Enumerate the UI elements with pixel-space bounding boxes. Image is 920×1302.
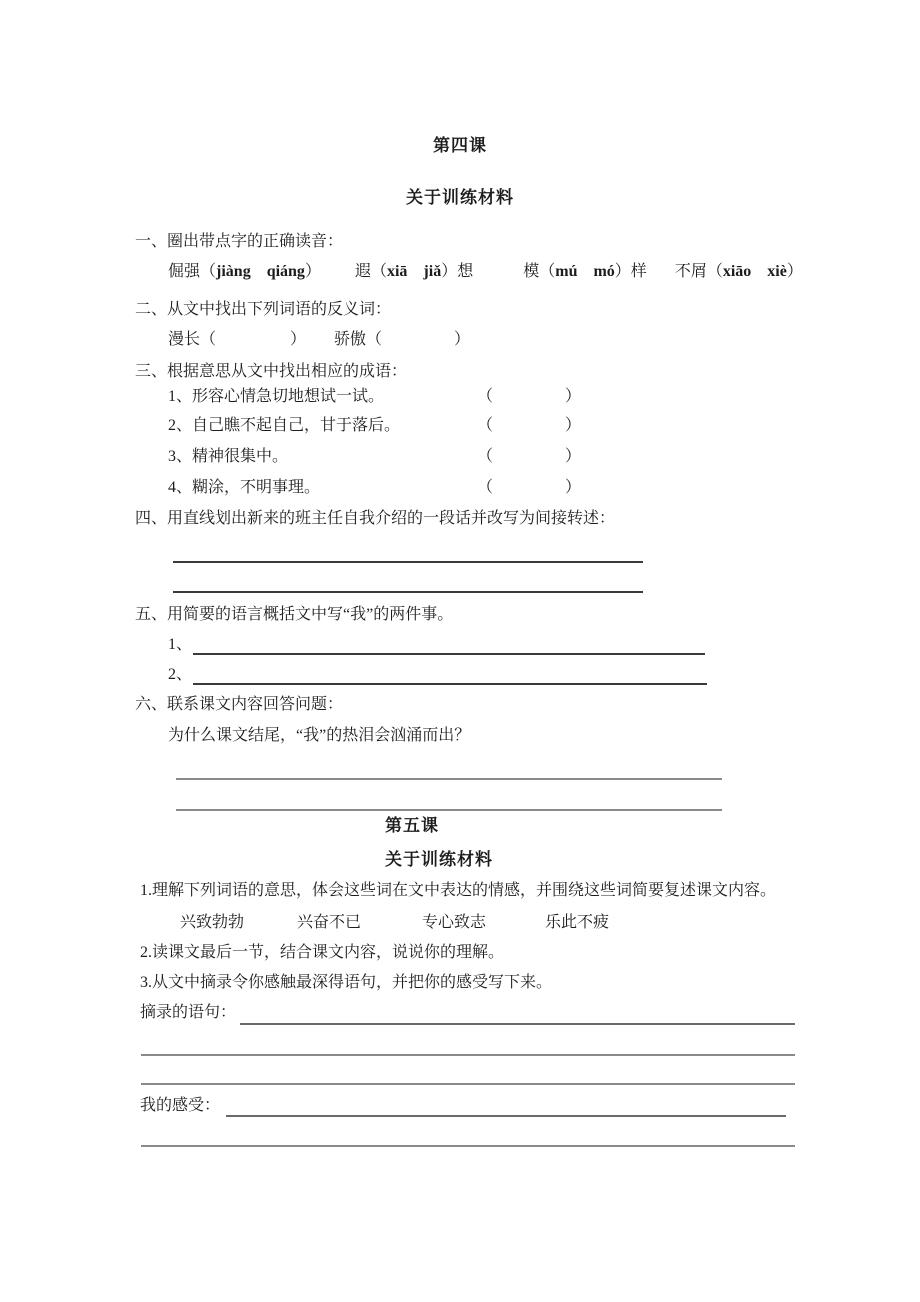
idiom-clue-4: 4、糊涂，不明事理。 (168, 479, 321, 496)
section4-header: 四、用直线划出新来的班主任自我介绍的一段话并改写为间接转述： (135, 510, 616, 527)
paren-close: ） (564, 388, 581, 405)
section1-pinyin-line (168, 262, 803, 282)
answer-parens-2 (477, 416, 581, 436)
section1-header: 一、圈出带点字的正确读音： (135, 233, 344, 250)
answer-line (173, 561, 643, 563)
paren-close: ） (564, 479, 581, 496)
section5-item1-label: 1、 (168, 636, 193, 653)
pinyin-options: mú mó (555, 263, 615, 280)
idiom-clue-1: 1、形容心情急切地想试一试。 (168, 388, 385, 405)
pinyin-close: ） (786, 263, 803, 280)
pinyin-close: ） (304, 263, 321, 280)
answer-parens-1 (477, 387, 581, 407)
section6-header: 六、联系课文内容回答问题： (135, 696, 344, 713)
paren-close: ） (290, 331, 307, 348)
vocab-word-2: 兴奋不已 (297, 914, 362, 931)
answer-line (193, 653, 705, 655)
lesson4-subtitle: 关于训练材料 (406, 188, 514, 207)
vocab-word-4: 乐此不疲 (545, 914, 610, 931)
paren-close: ） (454, 331, 471, 348)
vocab-word-1: 兴致勃勃 (180, 914, 245, 931)
excerpt-label: 摘录的语句： (140, 1004, 237, 1021)
answer-line (141, 1145, 795, 1147)
lesson5-item1: 1.理解下列词语的意思，体会这些词在文中表达的情感，并围绕这些词简要复述课文内容。 (140, 882, 777, 899)
pinyin-word: 模（ (523, 263, 556, 280)
pinyin-close: ）想 (441, 263, 474, 280)
pinyin-options: xiā jiǎ (386, 263, 442, 280)
pinyin-close: ）样 (614, 263, 647, 280)
pinyin-word: 不屑（ (674, 263, 723, 280)
gap (306, 343, 334, 344)
antonym-word-manchang: 漫长（ (168, 331, 217, 348)
pinyin-word: 遐（ (354, 263, 387, 280)
answer-line (141, 1054, 795, 1056)
answer-line (173, 591, 643, 593)
pinyin-options: xiāo xiè (722, 263, 787, 280)
pinyin-word: 倔强（ (168, 263, 217, 280)
answer-line (141, 1083, 795, 1085)
answer-parens-3 (477, 447, 581, 467)
section5-header: 五、用简要的语言概括文中写“我”的两件事。 (135, 606, 454, 623)
paren-open: （ (477, 448, 494, 465)
idiom-clue-3: 3、精神很集中。 (168, 448, 289, 465)
paren-close: ） (564, 417, 581, 434)
lesson4-title: 第四课 (433, 136, 487, 155)
lesson5-subtitle: 关于训练材料 (385, 850, 493, 869)
section5-item2-label: 2、 (168, 666, 193, 683)
section6-question: 为什么课文结尾，“我”的热泪会汹涌而出？ (168, 727, 471, 744)
lesson5-item3: 3.从文中摘录令你感触最深得语句，并把你的感受写下来。 (140, 974, 553, 991)
answer-blank (216, 343, 290, 344)
answer-line (240, 1023, 795, 1025)
answer-parens-4 (477, 478, 581, 498)
paren-open: （ (477, 388, 494, 405)
answer-line (226, 1115, 786, 1117)
answer-line (193, 683, 707, 685)
pinyin-group-buxie (675, 263, 803, 280)
idiom-clue-2: 2、自己瞧不起自己，甘于落后。 (168, 417, 401, 434)
pinyin-group-muyang (523, 263, 647, 280)
lesson5-item2: 2.读课文最后一节，结合课文内容，说说你的理解。 (140, 944, 505, 961)
paren-open: （ (477, 417, 494, 434)
section2-header: 二、从文中找出下列词语的反义词： (135, 301, 392, 318)
feeling-label: 我的感受： (140, 1097, 221, 1114)
answer-blank (382, 343, 454, 344)
pinyin-group-juejiang (168, 263, 321, 280)
antonym-word-jiaoao: 骄傲（ (334, 331, 383, 348)
answer-line (176, 809, 722, 811)
section2-antonym-row (168, 330, 470, 350)
answer-line (176, 778, 722, 780)
section3-header: 三、根据意思从文中找出相应的成语： (135, 363, 408, 380)
lesson5-title: 第五课 (385, 816, 439, 835)
paren-open: （ (477, 479, 494, 496)
pinyin-group-xiaxiang (355, 263, 473, 280)
paren-close: ） (564, 448, 581, 465)
pinyin-options: jiàng qiáng (216, 263, 305, 280)
vocab-word-3: 专心致志 (422, 914, 487, 931)
